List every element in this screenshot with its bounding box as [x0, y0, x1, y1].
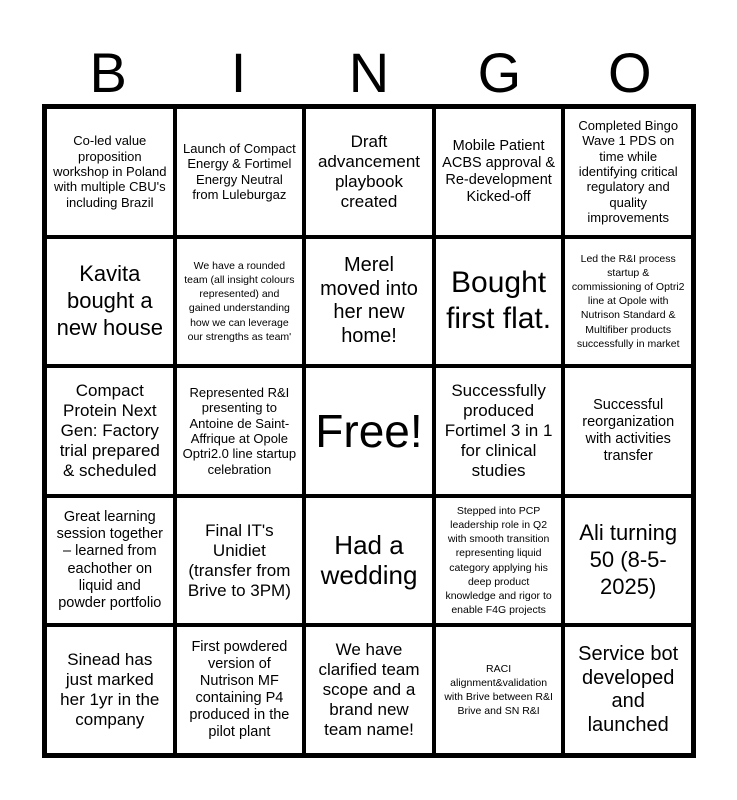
bingo-cell[interactable]: Successful reorganization with activities transfer: [563, 366, 693, 496]
bingo-cell[interactable]: Bought first flat.: [434, 237, 564, 367]
bingo-cell[interactable]: Sinead has just marked her 1yr in the company: [45, 625, 175, 755]
free-space-cell[interactable]: Free!: [304, 366, 434, 496]
bingo-header: [43, 40, 695, 106]
bingo-cell[interactable]: Merel moved into her new home!: [304, 237, 434, 367]
bingo-cell[interactable]: Represented R&I presenting to Antoine de Saint-Affrique at Opole Optri2.0 line startup celebration: [175, 366, 305, 496]
bingo-board: [42, 104, 696, 758]
header-letter-b: B: [89, 41, 127, 104]
bingo-cell[interactable]: Ali turning 50 (8-5-2025): [563, 496, 693, 626]
bingo-cell[interactable]: Led the R&I process startup & commissioning of Optri2 line at Opole with Nutrison Standard & Multifiber products successfully in market: [563, 237, 693, 367]
bingo-cell[interactable]: Co-led value proposition workshop in Poland with multiple CBU's including Brazil: [45, 107, 175, 237]
bingo-cell[interactable]: RACI alignment&validation with Brive between R&I Brive and SN R&I: [434, 625, 564, 755]
bingo-cell[interactable]: Compact Protein Next Gen: Factory trial prepared & scheduled: [45, 366, 175, 496]
header-letter-i: I: [230, 41, 247, 104]
bingo-cell[interactable]: Stepped into PCP leadership role in Q2 with smooth transition representing liquid category applying his deep product knowledge and rigor to enable F4G projects: [434, 496, 564, 626]
bingo-cell[interactable]: We have clarified team scope and a brand new team name!: [304, 625, 434, 755]
bingo-cell[interactable]: Completed Bingo Wave 1 PDS on time while identifying critical regulatory and quality improvements: [563, 107, 693, 237]
bingo-cell[interactable]: Great learning session together – learned from eachother on liquid and powder portfolio: [45, 496, 175, 626]
bingo-cell[interactable]: We have a rounded team (all insight colours represented) and gained understanding how we can leverage our strengths as team': [175, 237, 305, 367]
bingo-cell[interactable]: Had a wedding: [304, 496, 434, 626]
bingo-cell[interactable]: Final IT's Unidiet (transfer from Brive to 3PM): [175, 496, 305, 626]
bingo-cell[interactable]: Successfully produced Fortimel 3 in 1 for clinical studies: [434, 366, 564, 496]
bingo-cell[interactable]: Launch of Compact Energy & Fortimel Energy Neutral from Luleburgaz: [175, 107, 305, 237]
bingo-cell[interactable]: Kavita bought a new house: [45, 237, 175, 367]
bingo-cell[interactable]: Mobile Patient ACBS approval & Re-development Kicked-off: [434, 107, 564, 237]
header-letter-n: N: [348, 41, 390, 104]
header-letter-o: O: [607, 41, 652, 104]
bingo-cell[interactable]: First powdered version of Nutrison MF containing P4 produced in the pilot plant: [175, 625, 305, 755]
header-letter-g: G: [477, 41, 522, 104]
bingo-cell[interactable]: Service bot developed and launched: [563, 625, 693, 755]
bingo-cell[interactable]: Draft advancement playbook created: [304, 107, 434, 237]
